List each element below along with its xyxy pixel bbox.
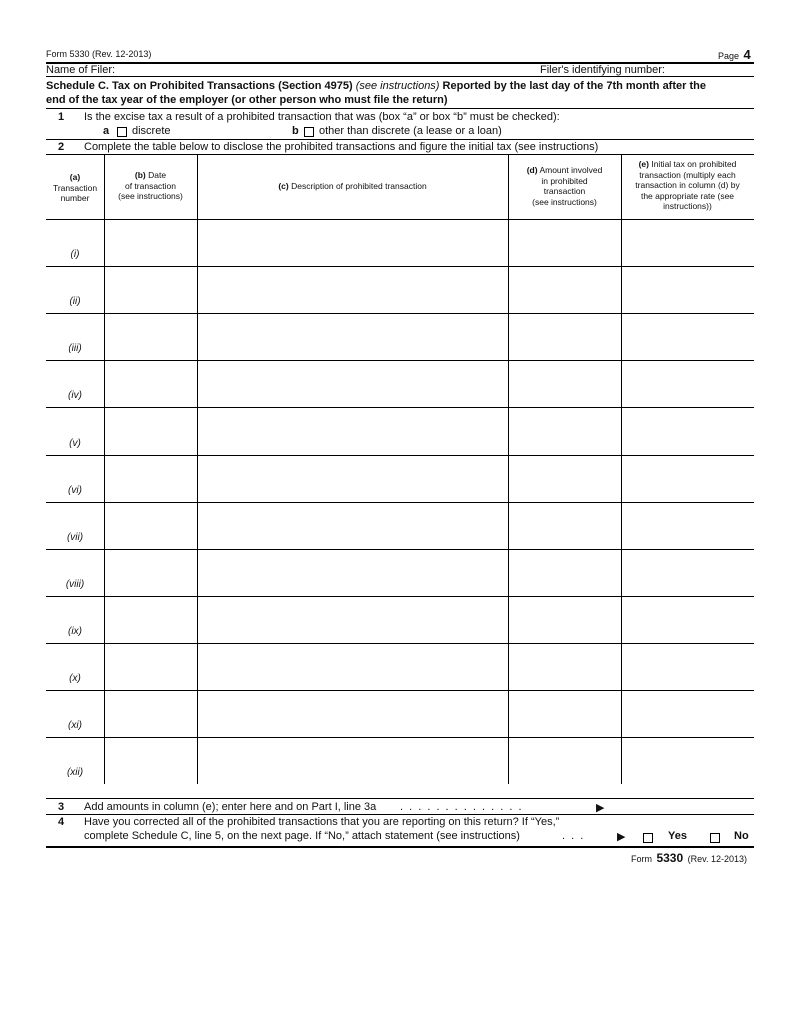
table-row-rule xyxy=(46,313,754,314)
table-header-rule xyxy=(46,219,754,220)
table-row-rule xyxy=(46,549,754,550)
schedule-title-bold: Schedule C. Tax on Prohibited Transactions (Section 4975) xyxy=(46,80,353,92)
col-a-header xyxy=(46,172,104,204)
page-number: 4 xyxy=(743,47,751,62)
line1-a-letter: a xyxy=(103,125,110,137)
row-label: (x) xyxy=(69,673,81,684)
footer-rev: (Rev. 12-2013) xyxy=(687,854,747,864)
line4-arrow: ▶ xyxy=(617,831,626,843)
line1-b-label: other than discrete (a lease or a loan) xyxy=(319,125,502,137)
table-row-rule xyxy=(46,266,754,267)
col-b-text2: of transaction xyxy=(124,180,177,191)
col-e-header xyxy=(621,159,754,212)
line2-text: Complete the table below to disclose the prohibited transactions and figure the initial tax (see instructions) xyxy=(84,141,599,153)
row-label: (iv) xyxy=(68,390,82,402)
row-label: (viii) xyxy=(65,578,85,590)
line1-a-label: discrete xyxy=(132,125,171,137)
form-revision: Form 5330 (Rev. 12-2013) xyxy=(46,49,152,59)
filer-id-label: Filer's identifying number: xyxy=(540,64,665,76)
yes-label: Yes xyxy=(668,830,687,842)
yes-checkbox[interactable] xyxy=(643,833,653,843)
col-d-text1: Amount involved xyxy=(539,165,603,175)
name-of-filer-label: Name of Filer: xyxy=(46,64,116,76)
col-b-header xyxy=(104,170,197,202)
table-top-rule xyxy=(46,154,754,155)
row-label: (iii) xyxy=(68,343,82,355)
schedule-title-bold2: Reported by the last day of the 7th month after the xyxy=(442,80,706,92)
col-e-text3: transaction in column (d) by xyxy=(635,180,740,190)
col-b-letter: (b) xyxy=(134,170,146,180)
line3-leader: . . . . . . . . . . . . . . xyxy=(400,801,524,813)
table-row-rule xyxy=(46,596,754,597)
row-label: (xi) xyxy=(68,720,82,732)
discrete-checkbox[interactable] xyxy=(117,127,127,137)
col-d-text3: transaction xyxy=(543,186,586,196)
row-label: (vi) xyxy=(68,484,82,496)
table-row-rule xyxy=(46,643,754,644)
line3-rule xyxy=(46,814,754,815)
schedule-title-italic: (see instructions) xyxy=(355,80,440,92)
line4-text2: complete Schedule C, line 5, on the next page. If “No,” attach statement (see instructions) xyxy=(84,830,520,842)
col-b-text1: Date xyxy=(148,170,167,180)
col-a-text: Transaction number xyxy=(52,182,98,203)
line1-rule xyxy=(46,139,754,140)
col-e-text5: instructions)) xyxy=(663,201,712,211)
no-label: No xyxy=(734,830,749,842)
table-bottom-rule xyxy=(46,798,754,799)
line3-number: 3 xyxy=(58,801,65,813)
col-b-text3: (see instructions) xyxy=(118,191,183,201)
schedule-title xyxy=(46,79,756,107)
table-row-rule xyxy=(46,690,754,691)
table-row-rule xyxy=(46,360,754,361)
table-row-rule xyxy=(46,455,754,456)
col-e-text4: the appropriate rate (see xyxy=(640,190,735,201)
table-row-rule xyxy=(46,407,754,408)
footer-form-number: 5330 xyxy=(656,851,684,865)
page-label: Page xyxy=(718,51,740,61)
row-label: (ii) xyxy=(69,296,81,308)
line1-number: 1 xyxy=(58,111,65,123)
line2-number: 2 xyxy=(58,141,65,153)
col-c-letter: (c) xyxy=(278,181,289,191)
col-a-letter: (a) xyxy=(69,172,81,182)
line4-number: 4 xyxy=(58,816,65,828)
table-row-rule xyxy=(46,737,754,738)
line4-text1: Have you corrected all of the prohibited transactions that you are reporting on this return? If “Yes,” xyxy=(84,816,560,828)
line3-arrow: ▶ xyxy=(596,802,605,814)
line4-leader: . . . xyxy=(562,830,585,842)
col-d-text4: (see instructions) xyxy=(532,196,597,207)
row-label: (xii) xyxy=(66,767,84,779)
col-c-text: Description of prohibited transaction xyxy=(291,181,427,191)
row-label: (v) xyxy=(69,437,81,449)
row-label: (i) xyxy=(70,249,80,261)
col-d-header xyxy=(508,165,621,207)
row-label: (ix) xyxy=(68,625,82,637)
line1-b-letter: b xyxy=(292,125,299,137)
col-e-text1: Initial tax on prohibited xyxy=(651,159,737,169)
footer-form-word: Form xyxy=(631,854,652,864)
schedule-rule xyxy=(46,108,754,109)
line1-text: Is the excise tax a result of a prohibited transaction that was (box “a” or box “b” must be checked): xyxy=(84,111,560,123)
footer-rule xyxy=(46,846,754,848)
form-footer xyxy=(631,849,747,867)
col-d-text2: in prohibited xyxy=(541,175,588,186)
row-label: (vii) xyxy=(66,531,84,543)
table-row-rule xyxy=(46,502,754,503)
col-e-text2: transaction (multiply each xyxy=(639,169,736,180)
col-d-letter: (d) xyxy=(526,165,538,175)
no-checkbox[interactable] xyxy=(710,833,720,843)
col-e-letter: (e) xyxy=(638,159,649,169)
line3-text: Add amounts in column (e); enter here and on Part I, line 3a xyxy=(84,801,377,813)
other-than-discrete-checkbox[interactable] xyxy=(304,127,314,137)
schedule-title-line2: end of the tax year of the employer (or other person who must file the return) xyxy=(46,94,448,106)
col-c-header xyxy=(197,181,508,192)
filer-rule xyxy=(46,76,754,77)
